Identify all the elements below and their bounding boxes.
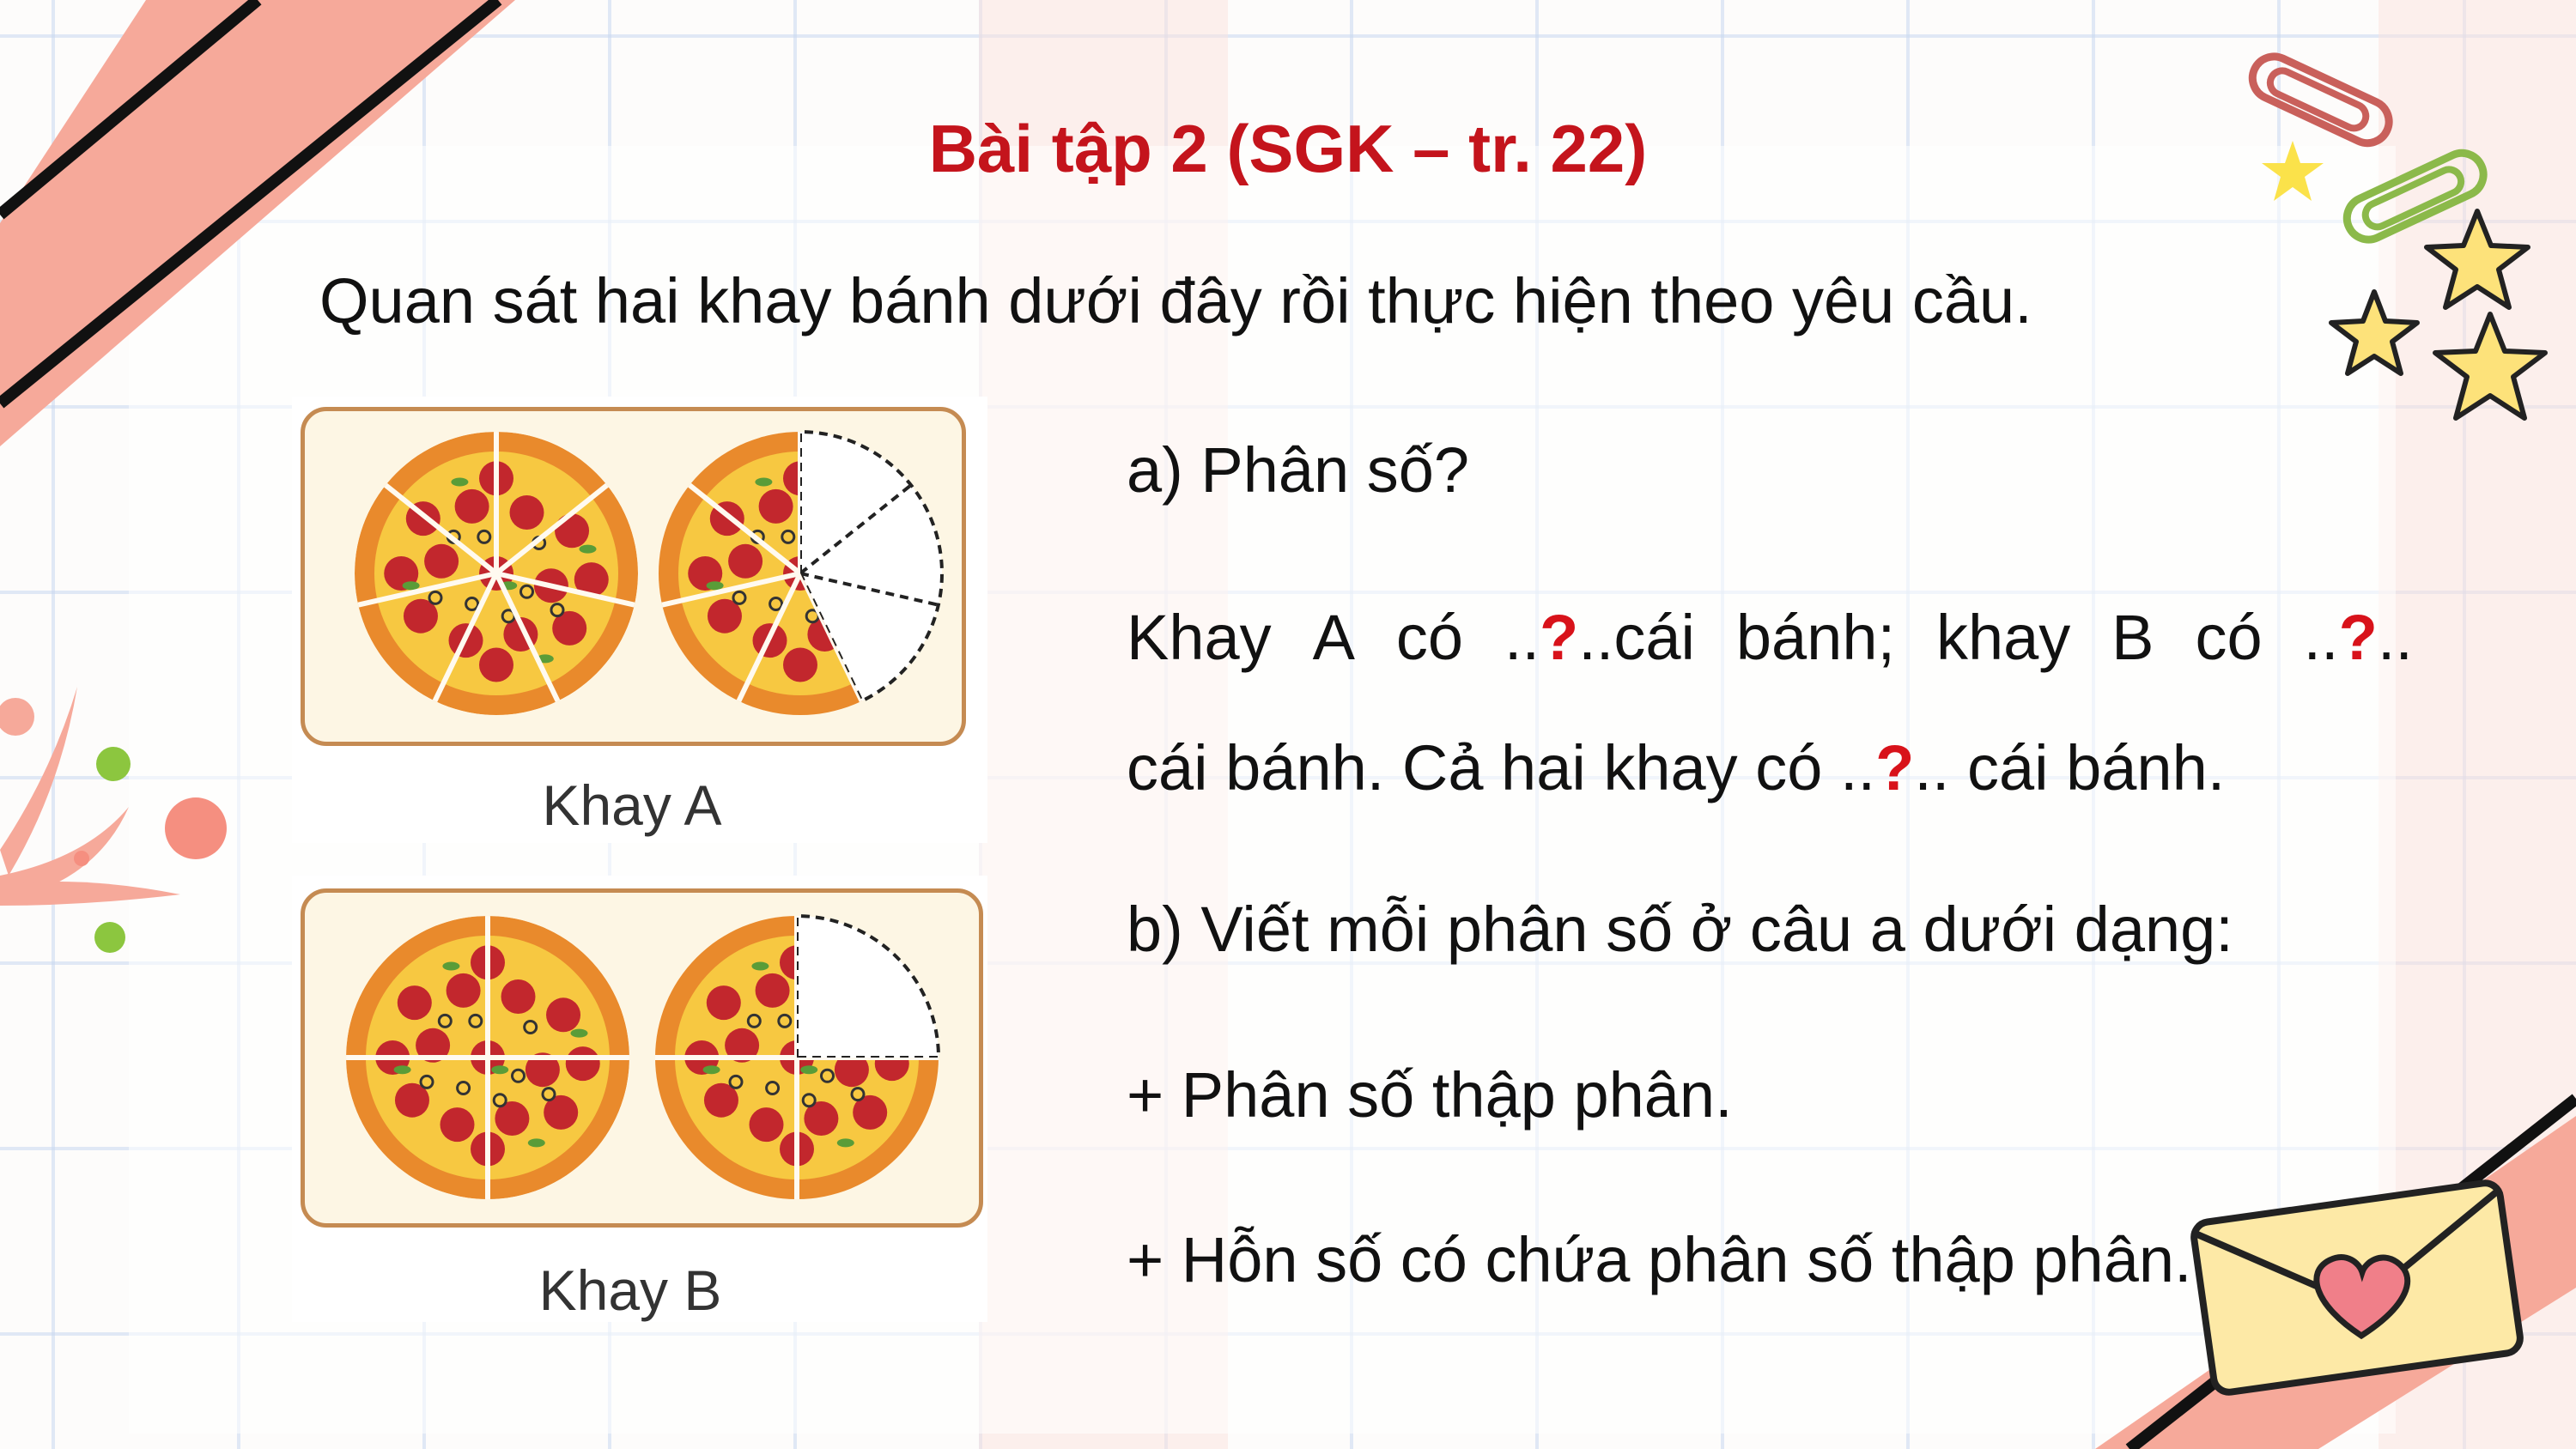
basil — [755, 478, 772, 487]
question-mark: ? — [1540, 602, 1579, 673]
dots: .. — [2303, 602, 2339, 673]
question-mark: ? — [2338, 602, 2378, 673]
pizza-icon — [342, 912, 634, 1203]
word: khay — [1935, 602, 2071, 673]
envelope-icon — [2185, 1176, 2529, 1399]
basil — [800, 1065, 817, 1074]
text: cái bánh. Cả hai khay có .. — [1127, 732, 1876, 803]
pepperoni — [759, 489, 793, 524]
basil — [703, 1065, 720, 1074]
word: có — [1395, 602, 1463, 673]
pepperoni — [756, 973, 790, 1008]
basil — [580, 545, 597, 554]
star-icon — [2421, 206, 2533, 318]
pepperoni — [750, 1107, 784, 1142]
word: có — [2195, 602, 2263, 673]
pepperoni — [440, 1107, 475, 1142]
pepperoni — [455, 489, 489, 524]
pepperoni — [479, 648, 513, 682]
pepperoni — [501, 979, 536, 1014]
pepperoni — [783, 648, 817, 682]
basil — [403, 581, 420, 590]
basil — [837, 1138, 854, 1147]
word: bánh; — [1735, 602, 1896, 673]
dots: ..cái — [1578, 602, 1695, 673]
pepperoni — [707, 985, 741, 1020]
pizza-icon — [654, 427, 946, 719]
exercise-title: Bài tập 2 (SGK – tr. 22) — [928, 111, 1648, 186]
pepperoni — [424, 544, 459, 579]
basil — [442, 962, 459, 971]
blank-tray-a — [1504, 601, 1695, 674]
star-icon — [2430, 309, 2550, 429]
pepperoni — [447, 973, 481, 1008]
dots: .. — [1504, 602, 1540, 673]
exercise-intro: Quan sát hai khay bánh dưới đây rồi thực hiện theo yêu cầu. — [319, 265, 2032, 336]
question-mark: ? — [1875, 732, 1915, 803]
star-icon — [2327, 288, 2421, 382]
pepperoni — [566, 1046, 600, 1081]
basil — [707, 581, 724, 590]
basil — [394, 1065, 411, 1074]
word: A — [1312, 602, 1355, 673]
pepperoni — [546, 997, 580, 1032]
basil — [751, 962, 769, 971]
pepperoni — [728, 544, 762, 579]
basil — [451, 478, 468, 487]
missing-slice-outline — [797, 916, 939, 1058]
dots: .. — [2377, 602, 2413, 673]
question-b-heading: b) Viết mỗi phân số ở câu a dưới dạng: — [1127, 894, 2233, 965]
word: Khay — [1127, 602, 1272, 673]
word: B — [2111, 602, 2154, 673]
question-a-line1 — [1127, 601, 2413, 674]
pepperoni — [398, 985, 432, 1020]
basil — [528, 1138, 545, 1147]
pepperoni — [510, 495, 544, 530]
text: .. cái bánh. — [1914, 732, 2226, 803]
question-b-item1: + Phân số thập phân. — [1127, 1059, 1733, 1131]
tray-a-label: Khay A — [542, 773, 722, 837]
question-a-heading: a) Phân số? — [1127, 434, 1470, 506]
basil — [491, 1065, 508, 1074]
pizza-icon — [651, 912, 943, 1203]
basil — [571, 1029, 588, 1038]
pizza-icon — [350, 427, 642, 719]
tray-b-label: Khay B — [538, 1258, 722, 1322]
blank-tray-b — [2304, 601, 2413, 674]
question-b-item2: + Hỗn số có chứa phân số thập phân. — [1127, 1224, 2192, 1295]
splash-decoration — [0, 670, 258, 1013]
question-a-line2 — [1127, 731, 2225, 804]
pepperoni — [555, 513, 589, 548]
